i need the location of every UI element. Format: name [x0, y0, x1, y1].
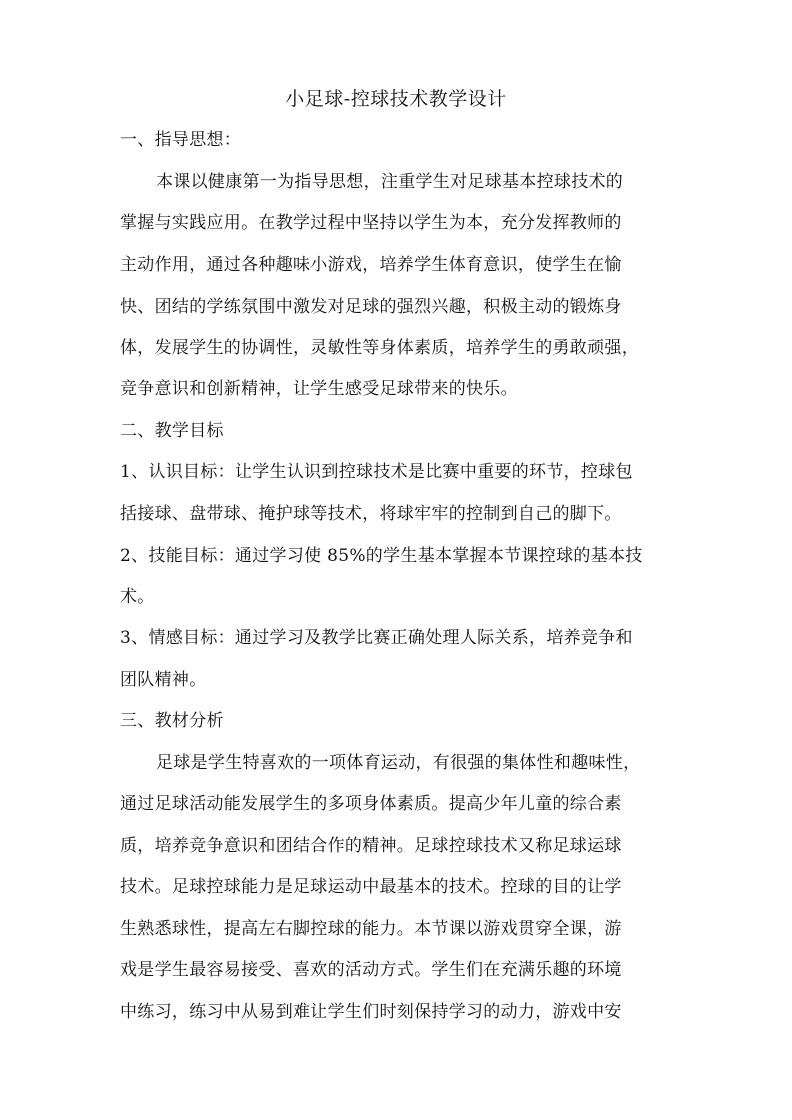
section-heading-guiding-ideology: 一、指导思想：	[120, 130, 242, 150]
paragraph-line: 生熟悉球性，提高左右脚控球的能力。本节课以游戏贯穿全课，游	[120, 919, 622, 939]
document-title: 小足球-控球技术教学设计	[285, 88, 507, 110]
paragraph-line: 竞争意识和创新精神，让学生感受足球带来的快乐。	[120, 379, 518, 399]
paragraph-line: 中练习，练习中从易到难让学生们时刻保持学习的动力，游戏中安	[120, 1002, 622, 1022]
paragraph-line: 足球是学生特喜欢的一项体育运动，有很强的集体性和趣味性，	[156, 753, 641, 773]
paragraph-line: 2、技能目标：通过学习使 85%的学生基本掌握本节课控球的基本技	[120, 546, 643, 566]
paragraph-line: 括接球、盘带球、掩护球等技术，将球牢牢的控制到自己的脚下。	[120, 504, 622, 524]
section-heading-material-analysis: 三、教材分析	[120, 711, 224, 731]
paragraph-line: 戏是学生最容易接受、喜欢的活动方式。学生们在充满乐趣的环境	[120, 960, 622, 980]
paragraph-line: 掌握与实践应用。在教学过程中坚持以学生为本，充分发挥教师的	[120, 213, 622, 233]
paragraph-line: 质，培养竞争意识和团结合作的精神。足球控球技术又称足球运球	[120, 836, 622, 856]
paragraph-line: 3、情感目标：通过学习及教学比赛正确处理人际关系，培养竞争和	[120, 628, 633, 648]
paragraph-line: 主动作用，通过各种趣味小游戏，培养学生体育意识，使学生在愉	[120, 255, 622, 275]
section-heading-teaching-goals: 二、教学目标	[120, 421, 224, 441]
paragraph-line: 术。	[120, 587, 155, 607]
paragraph-line: 1、认识目标：让学生认识到控球技术是比赛中重要的环节，控球包	[120, 462, 633, 482]
paragraph-line: 快、团结的学练氛围中激发对足球的强烈兴趣，积极主动的锻炼身	[120, 297, 622, 317]
paragraph-line: 团队精神。	[120, 670, 207, 690]
paragraph-line: 技术。足球控球能力是足球运动中最基本的技术。控球的目的让学	[120, 877, 622, 897]
paragraph-line: 体，发展学生的协调性，灵敏性等身体素质，培养学生的勇敢顽强，	[120, 338, 639, 358]
paragraph-line: 通过足球活动能发展学生的多项身体素质。提高少年儿童的综合素	[120, 794, 622, 814]
paragraph-line: 本课以健康第一为指导思想，注重学生对足球基本控球技术的	[156, 172, 624, 192]
